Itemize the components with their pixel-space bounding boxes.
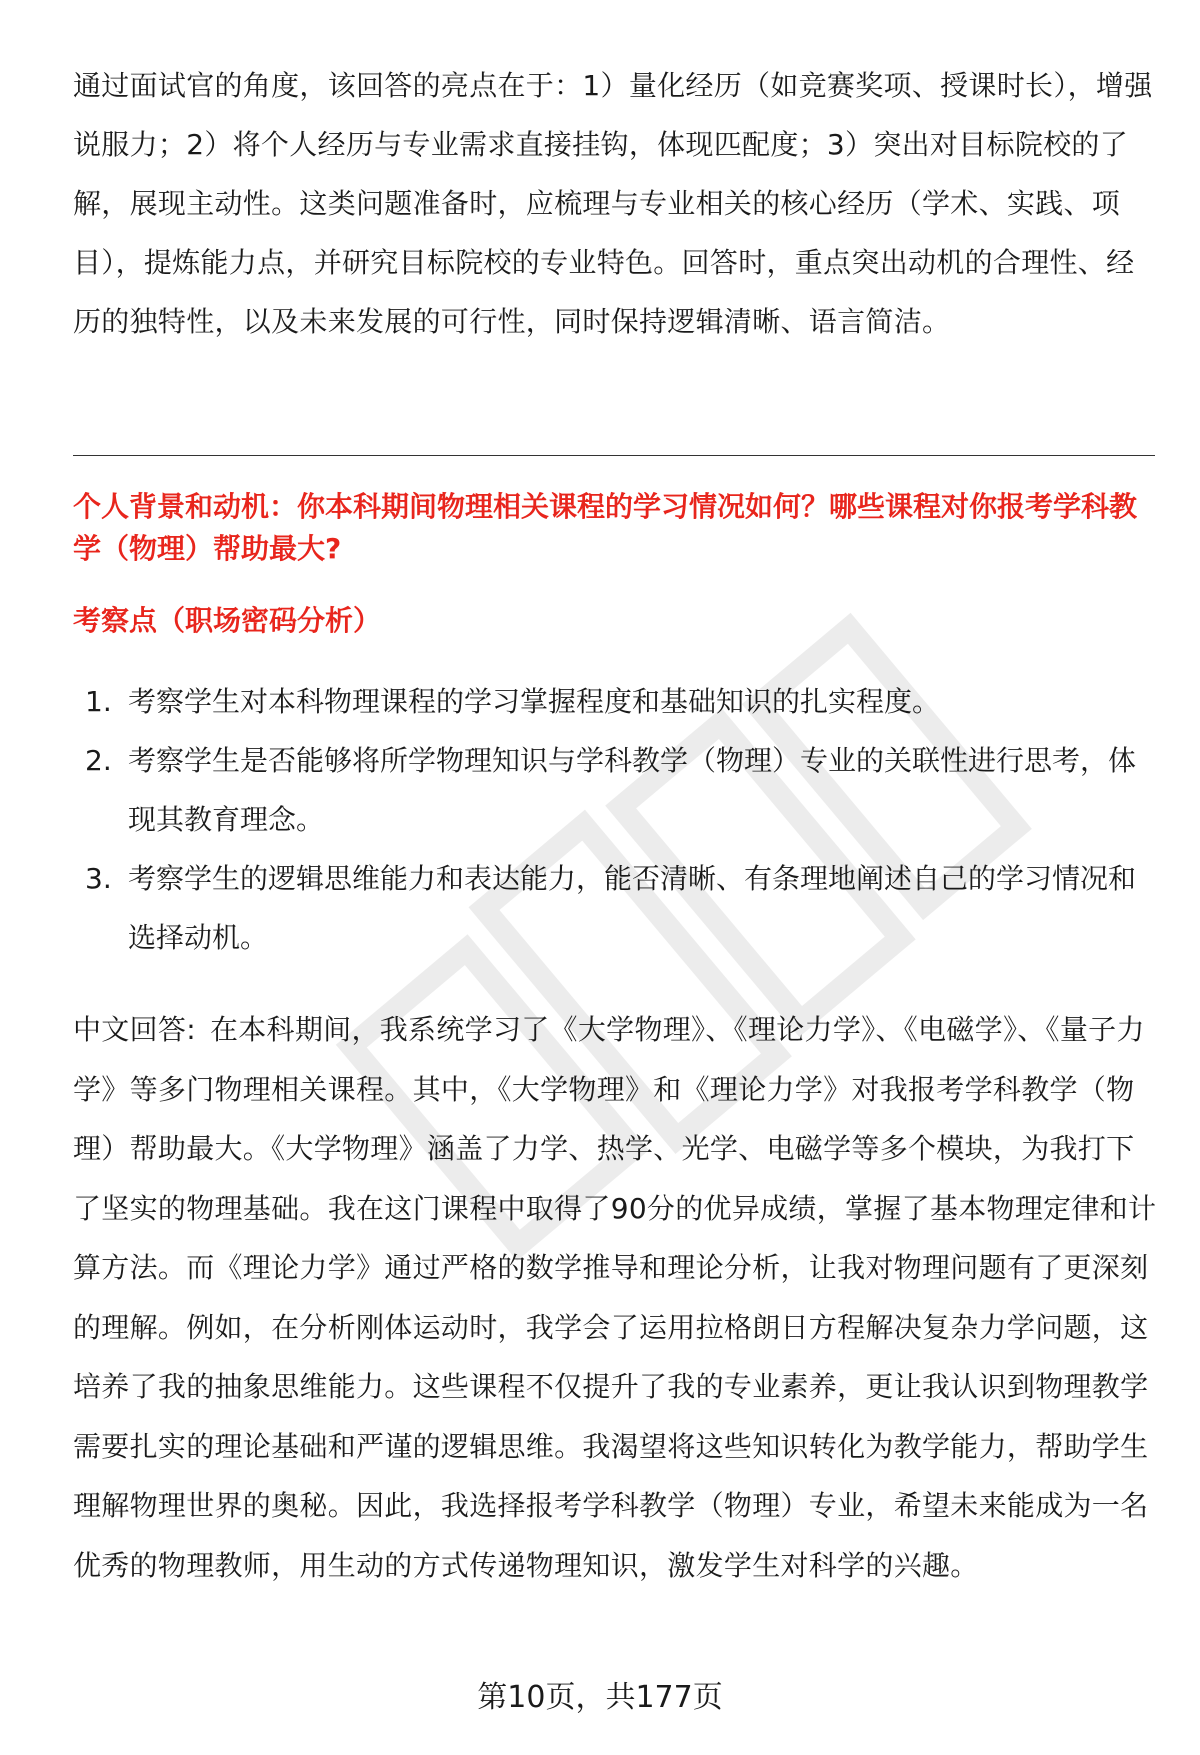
list-item [73, 672, 1158, 731]
section-divider [73, 455, 1155, 456]
list-item [73, 731, 1158, 849]
question-heading: 个人背景和动机：你本科期间物理相关课程的学习情况如何？哪些课程对你报考学科教学（物理）帮助最大? [73, 490, 1138, 565]
answer-text: 在本科期间，我系统学习了《大学物理》、《理论力学》、《电磁学》、《量子力学》等多门物理相关课程。其中，《大学物理》和《理论力学》对我报考学科教学（物理）帮助最大。《大学物理》涵盖了力学、热学、光学、电磁学等多个模块，为我打下了坚实的物理基础。我在这门课程中取得了90分的优异成绩，掌握了基本物理定律和计算方法。而《理论力学》通过严格的数学推导和理论分析，让我对物理问题有了更深刻的理解。例如，在分析刚体运动时，我学会了运用拉格朗日方程解决复杂力学问题，这培养了我的抽象思维能力。这些课程不仅提升了我的专业素养，更让我认识到物理教学需要扎实的理论基础和严谨的逻辑思维。我渴望将这些知识转化为教学能力，帮助学生理解物理世界的奥秘。因此，我选择报考学科教学（物理）专业，希望未来能成为一名优秀的物理教师，用生动的方式传递物理知识，激发学生对科学的兴趣。 [73, 1013, 1157, 1582]
list-number: 1. [85, 685, 112, 718]
assessment-list [73, 672, 1158, 967]
list-number: 2. [85, 744, 112, 777]
list-item-text: 考察学生是否能够将所学物理知识与学科教学（物理）专业的关联性进行思考，体现其教育理念。 [128, 744, 1137, 836]
answer-label: 中文回答: [73, 1013, 196, 1046]
list-number: 3. [85, 862, 112, 895]
answer-paragraph [73, 1000, 1158, 1595]
list-item-text: 考察学生对本科物理课程的学习掌握程度和基础知识的扎实程度。 [128, 685, 941, 718]
list-item [73, 849, 1158, 967]
list-item-text: 考察学生的逻辑思维能力和表达能力，能否清晰、有条理地阐述自己的学习情况和选择动机。 [128, 862, 1137, 954]
page-number: 第10页，共177页 [477, 1680, 723, 1715]
intro-paragraph: 通过面试官的角度，该回答的亮点在于：1）量化经历（如竞赛奖项、授课时长），增强说服力；2）将个人经历与专业需求直接挂钩，体现匹配度；3）突出对目标院校的了解，展现主动性。这类问题准备时，应梳理与专业相关的核心经历（学术、实践、项目），提炼能力点，并研究目标院校的专业特色。回答时，重点突出动机的合理性、经历的独特性，以及未来发展的可行性，同时保持逻辑清晰、语言简洁。 [73, 69, 1153, 338]
assessment-heading: 考察点（职场密码分析） [73, 604, 382, 637]
